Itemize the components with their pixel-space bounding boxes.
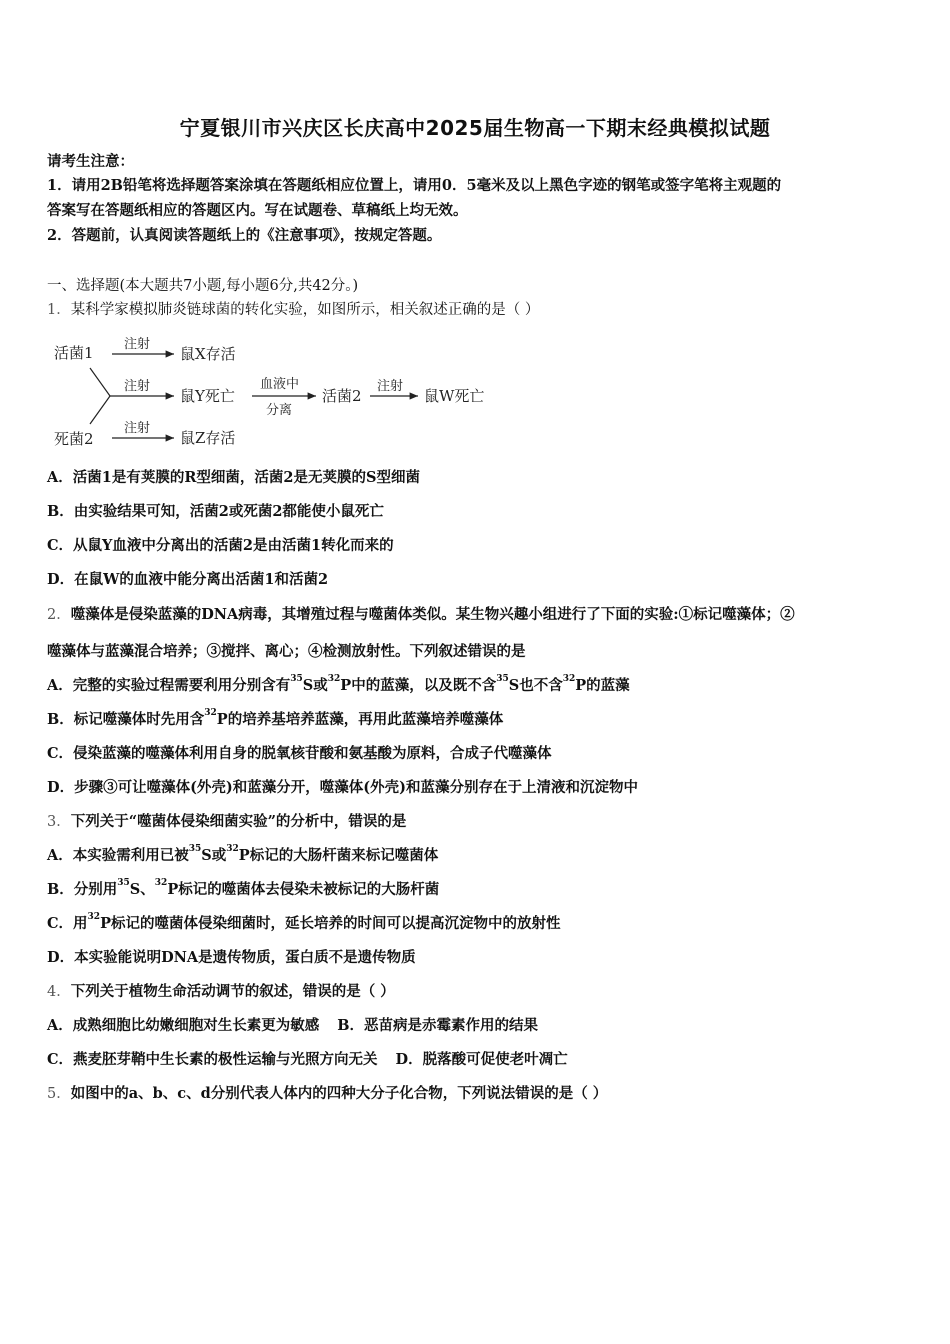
superscript: 32 [327, 674, 341, 685]
text: P标记的噬菌体侵染细菌时，延长培养的时间可以提高沉淀物中的放射性 [100, 915, 561, 932]
text: S或 [302, 677, 328, 694]
q2-option-c: C．侵染蓝藻的噬藻体利用自身的脱氧核苷酸和氨基酸为原料，合成子代噬藻体 [47, 745, 552, 762]
q3-option-c [47, 914, 907, 934]
q4-option-d: D．脱落酸可促使老叶凋亡 [395, 1051, 568, 1068]
superscript: 35 [290, 674, 303, 685]
question-stem: 下列关于“噬菌体侵染细菌实验”的分析中，错误的是 [70, 813, 407, 830]
text: A．本实验需利用已被 [47, 847, 189, 864]
q1-option-a: A．活菌1是有荚膜的R型细菌，活菌2是无荚膜的S型细菌 [47, 469, 420, 486]
merge-line-bottom [90, 396, 110, 424]
text: B．标记噬藻体时先用含 [47, 711, 205, 728]
label-inject: 注射 [124, 337, 151, 352]
q1-option-d: D．在鼠W的血液中能分离出活菌1和活菌2 [47, 571, 329, 588]
question-number: 4． [47, 984, 71, 1000]
q2-option-b [47, 710, 907, 730]
notice-heading: 请考生注意： [47, 153, 134, 170]
superscript: 35 [117, 878, 130, 889]
label-live-bacteria-1: 活菌1 [54, 344, 94, 362]
text: B．分别用 [47, 881, 118, 898]
question-number: 1． [47, 302, 71, 318]
text: S也不含 [508, 677, 563, 694]
page-title: 宁夏银川市兴庆区长庆高中2025届生物高一下期末经典模拟试题 [179, 116, 771, 140]
question-1 [47, 300, 907, 320]
q3-option-b [47, 880, 907, 900]
question-stem: 下列关于植物生命活动调节的叙述，错误的是（ ） [70, 983, 395, 1000]
notice-item-2: 2．答题前，认真阅读答题纸上的《注意事项》，按规定答题。 [47, 227, 442, 244]
q2-option-d: D．步骤③可让噬藻体(外壳)和蓝藻分开，噬藻体(外壳)和蓝藻分别存在于上清液和沉淀物中 [47, 779, 639, 796]
text: S、 [129, 881, 155, 898]
q3-option-d: D．本实验能说明DNA是遗传物质，蛋白质不是遗传物质 [47, 949, 416, 966]
label-inject: 注射 [377, 379, 404, 394]
question-stem: 噬藻体是侵染蓝藻的DNA病毒，其增殖过程与噬菌体类似。某生物兴趣小组进行了下面的实验:①标记噬藻体；② [70, 606, 795, 623]
question-stem: 如图中的a、b、c、d分别代表人体内的四种大分子化合物，下列说法错误的是（ ） [70, 1085, 608, 1102]
question-2-line-2: 噬藻体与蓝藻混合培养；③搅拌、离心；④检测放射性。下列叙述错误的是 [47, 643, 526, 660]
label-mouse-w: 鼠W死亡 [424, 387, 485, 405]
text: P的培养基培养蓝藻，再用此蓝藻培养噬藻体 [216, 711, 504, 728]
label-mouse-y: 鼠Y死亡 [180, 387, 235, 405]
superscript: 35 [188, 844, 202, 855]
q2-option-a [47, 676, 907, 696]
question-3 [47, 812, 907, 832]
q1-option-c: C．从鼠Y血液中分离出的活菌2是由活菌1转化而来的 [47, 537, 394, 554]
q4-option-a: A．成熟细胞比幼嫩细胞对生长素更为敏感 [47, 1017, 320, 1034]
label-live-bacteria-2: 活菌2 [322, 387, 362, 405]
q4-options-ab [47, 1016, 907, 1036]
question-stem: 某科学家模拟肺炎链球菌的转化实验，如图所示，相关叙述正确的是（ ） [70, 302, 540, 318]
q4-option-c: C．燕麦胚芽鞘中生长素的极性运输与光照方向无关 [47, 1051, 378, 1068]
question-number: 2． [47, 607, 71, 623]
notice-item-1-line-2: 答案写在答题纸相应的答题区内。写在试题卷、草稿纸上均无效。 [47, 202, 468, 219]
text: P中的蓝藻，以及既不含 [340, 677, 497, 694]
label-inject: 注射 [124, 421, 151, 436]
transformation-experiment-diagram [52, 334, 502, 454]
notice-item-1-line-1: 1．请用2B铅笔将选择题答案涂填在答题纸相应位置上，请用0．5毫米及以上黑色字迹的钢笔或签字笔将主观题的 [47, 177, 782, 194]
label-dead-bacteria-2: 死菌2 [54, 430, 94, 448]
superscript: 32 [562, 674, 576, 685]
text: P标记的大肠杆菌来标记噬菌体 [238, 847, 439, 864]
label-mouse-z: 鼠Z存活 [180, 429, 236, 447]
superscript: 32 [154, 878, 168, 889]
question-5 [47, 1084, 907, 1104]
text: C．用 [47, 915, 88, 932]
superscript: 32 [204, 708, 217, 719]
label-separate: 分离 [266, 403, 293, 418]
text: P的蓝藻 [575, 677, 630, 694]
label-mouse-x: 鼠X存活 [180, 345, 236, 363]
label-in-blood: 血液中 [260, 377, 300, 392]
text: A．完整的实验过程需要利用分别含有 [47, 677, 291, 694]
text: P标记的噬菌体去侵染未被标记的大肠杆菌 [167, 881, 440, 898]
superscript: 32 [87, 912, 101, 923]
q4-option-b: B．恶苗病是赤霉素作用的结果 [337, 1017, 539, 1034]
question-number: 5． [47, 1086, 71, 1102]
q1-option-b: B．由实验结果可知，活菌2或死菌2都能使小鼠死亡 [47, 503, 384, 520]
q4-options-cd [47, 1050, 907, 1070]
question-number: 3． [47, 814, 71, 830]
text: S或 [201, 847, 227, 864]
question-4 [47, 982, 907, 1002]
superscript: 32 [226, 844, 239, 855]
superscript: 35 [496, 674, 509, 685]
merge-line-top [90, 368, 110, 396]
section-heading: 一、选择题(本大题共7小题,每小题6分,共42分。) [47, 278, 359, 294]
label-inject: 注射 [124, 379, 151, 394]
q3-option-a [47, 846, 907, 866]
question-2-line-1 [47, 605, 907, 625]
